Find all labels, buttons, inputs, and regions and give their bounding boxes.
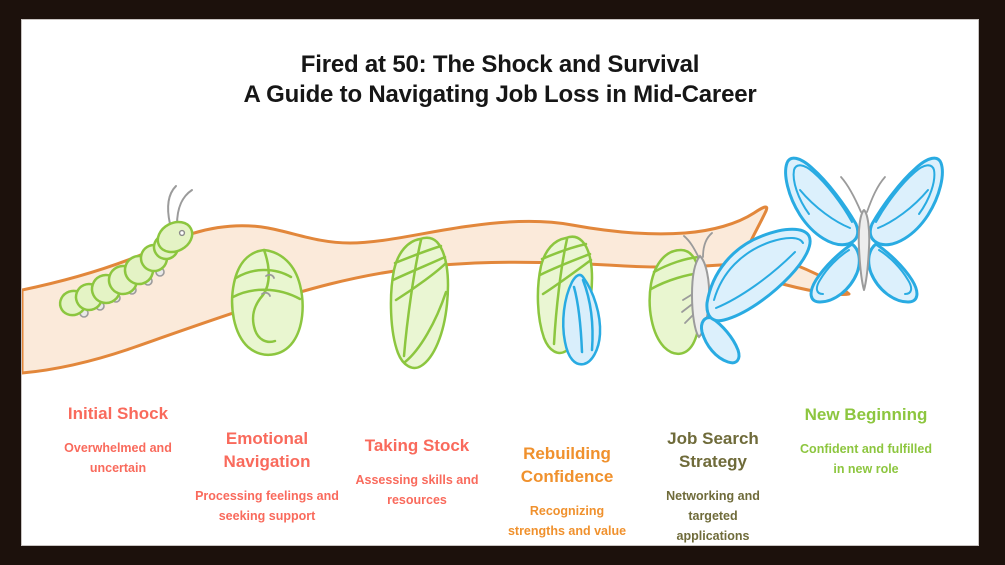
curled-caterpillar-icon bbox=[232, 250, 303, 355]
stage-description: Networking and targeted applications bbox=[666, 489, 760, 543]
stage-label-initial-shock bbox=[43, 402, 193, 478]
page-title bbox=[22, 50, 978, 110]
stage-description: Overwhelmed and uncertain bbox=[64, 441, 172, 475]
page-title-line2: A Guide to Navigating Job Loss in Mid-Career bbox=[243, 81, 757, 108]
metamorphosis-illustration bbox=[22, 140, 978, 380]
stage-title: Job Search Strategy bbox=[667, 429, 759, 471]
stage-label-emotional-navigation bbox=[192, 427, 342, 526]
page-title-line1: Fired at 50: The Shock and Survival bbox=[300, 51, 700, 78]
stage-label-new-beginning bbox=[800, 403, 932, 479]
stage-description: Processing feelings and seeking support bbox=[195, 489, 339, 523]
stage-label-rebuilding-confidence bbox=[502, 442, 632, 541]
caterpillar-eye bbox=[180, 231, 185, 236]
infographic-panel bbox=[22, 20, 978, 545]
stage-title: New Beginning bbox=[804, 405, 928, 424]
stage-description: Confident and fulfilled in new role bbox=[800, 442, 932, 476]
stage-label-taking-stock bbox=[337, 434, 497, 510]
stage-label-job-search-strategy bbox=[651, 427, 775, 546]
stage-title: Initial Shock bbox=[67, 404, 169, 423]
stage-title: Taking Stock bbox=[364, 436, 470, 455]
chrysalis-icon bbox=[391, 238, 448, 368]
stage-title: Emotional Navigation bbox=[223, 429, 311, 471]
stage-description: Assessing skills and resources bbox=[355, 473, 479, 507]
caterpillar-antennae bbox=[168, 186, 192, 225]
stage-title: Rebuilding Confidence bbox=[520, 444, 614, 486]
stage-description: Recognizing strengths and value bbox=[507, 504, 627, 538]
chrysalis-emerging-wing-icon bbox=[538, 237, 600, 365]
